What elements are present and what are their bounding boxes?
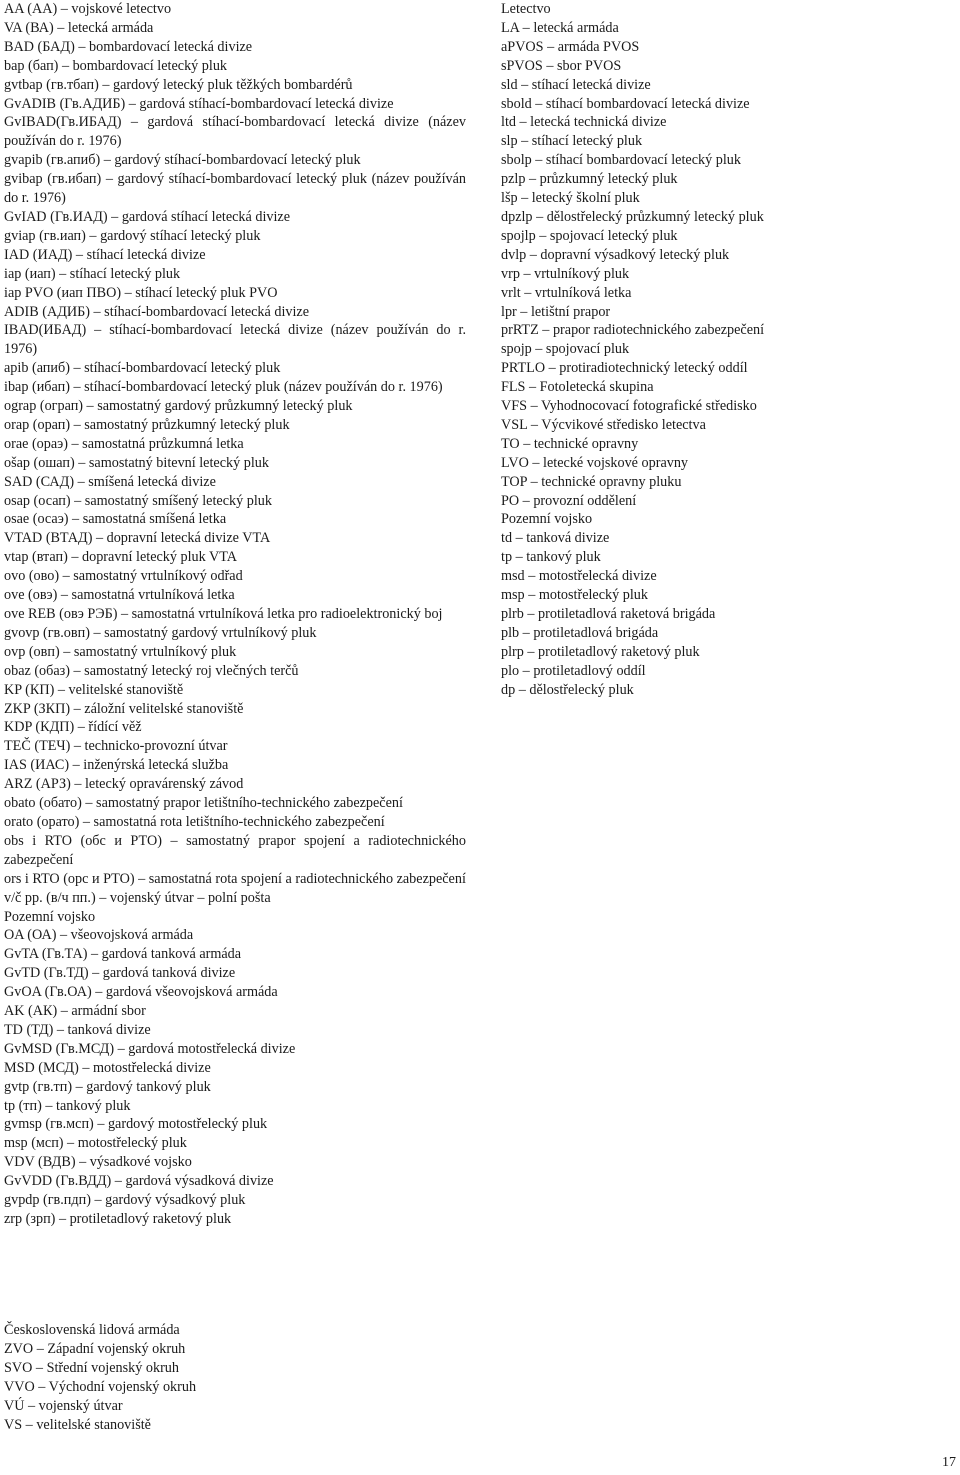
abbreviation-entry: vtap (втап) – dopravní letecký pluk VTA [4, 549, 238, 566]
abbreviation-entry: orap (орап) – samostatný průzkumný letecký pluk [4, 416, 290, 433]
left-abbreviation-column [4, 0, 466, 1229]
abbreviation-entry: orato (орато) – samostatná rota letištního-technického zabezpečení [4, 813, 385, 830]
abbreviation-entry: SAD (САД) – smíšená letecká divize [4, 473, 216, 490]
abbreviation-entry: vrlt – vrtulníková letka [501, 284, 632, 301]
abbreviation-entry: spojlp – spojovací letecký pluk [501, 227, 678, 244]
abbreviation-entry: VS – velitelské stanoviště [4, 1416, 151, 1433]
abbreviation-entry: VTAD (ВТАД) – dopravní letecká divize VTA [4, 530, 271, 547]
abbreviation-entry: VVO – Východní vojenský okruh [4, 1378, 197, 1395]
abbreviation-entry: ibap (ибап) – stíhací-bombardovací letecký pluk (název používán do r. 1976) [4, 379, 443, 396]
abbreviation-entry: PO – provozní oddělení [501, 492, 637, 509]
abbreviation-entry: Pozemní vojsko [4, 908, 96, 925]
abbreviation-entry: sbolp – stíhací bombardovací letecký pluk [501, 152, 741, 169]
abbreviation-entry: ors i RTO (орс и РТО) – samostatná rota spojení a radiotechnického zabezpečení [4, 870, 466, 887]
abbreviation-entry: bap (бап) – bombardovací letecký pluk [4, 57, 228, 74]
abbreviation-entry: KP (КП) – velitelské stanoviště [4, 681, 184, 698]
abbreviation-entry: gvovp (гв.овп) – samostatný gardový vrtulníkový pluk [4, 624, 317, 641]
abbreviation-entry: GvVDD (Гв.ВДД) – gardová výsadková divize [4, 1173, 274, 1190]
page-number: 17 [942, 1455, 956, 1470]
abbreviation-entry: OA (ОА) – všeovojsková armáda [4, 927, 194, 944]
abbreviation-entry: plo – protiletadlový oddíl [501, 662, 646, 679]
abbreviation-entry: gvtp (гв.тп) – gardový tankový pluk [4, 1078, 211, 1095]
abbreviation-entry: plrb – protiletadlová raketová brigáda [501, 606, 716, 622]
abbreviation-entry: GvIAD (Гв.ИАД) – gardová stíhací letecká divize [4, 208, 291, 225]
abbreviation-entry: ZVO – Západní vojenský okruh [4, 1340, 186, 1357]
abbreviation-entry: IAD (ИАД) – stíhací letecká divize [4, 246, 206, 263]
right-abbreviation-column [501, 0, 801, 700]
abbreviation-entry: PRTLO – protiradiotechnický letecký oddíl [501, 360, 748, 377]
abbreviation-entry: IBAD(ИБАД) – stíhací-bombardovací letecká divize (název používán do r. 1976) [4, 322, 466, 358]
abbreviation-entry: Pozemní vojsko [501, 511, 593, 528]
abbreviation-entry: tp (тп) – tankový pluk [4, 1097, 131, 1114]
abbreviation-entry: obaz (обаз) – samostatný letecký roj vlečných terčů [4, 662, 299, 679]
abbreviation-entry: ograp (ограп) – samostatný gardový průzkumný letecký pluk [4, 398, 353, 415]
abbreviation-entry: GvOA (Гв.ОА) – gardová všeovojsková armáda [4, 984, 278, 1001]
abbreviation-entry: msd – motostřelecká divize [501, 568, 657, 585]
abbreviation-entry: GvIBAD(Гв.ИБАД) – gardová stíhací-bombardovací letecká divize (název používán do r. 1976) [4, 114, 466, 150]
abbreviation-entry: dp – dělostřelecký pluk [501, 681, 634, 698]
abbreviation-entry: VÚ – vojenský útvar [4, 1397, 123, 1414]
abbreviation-entry: FLS – Fotoletecká skupina [501, 379, 654, 396]
abbreviation-entry: KDP (КДП) – řídící věž [4, 719, 142, 736]
abbreviation-entry: VA (ВА) – letecká armáda [4, 19, 154, 36]
abbreviation-entry: gvapib (гв.апиб) – gardový stíhací-bombardovací letecký pluk [4, 152, 361, 169]
abbreviation-entry: td – tanková divize [501, 530, 610, 547]
abbreviation-entry: GvADIB (Гв.АДИБ) – gardová stíhací-bombardovací letecká divize [4, 95, 394, 112]
abbreviation-entry: msp – motostřelecký pluk [501, 587, 648, 604]
abbreviation-entry: SVO – Střední vojenský okruh [4, 1359, 179, 1376]
abbreviation-entry: aPVOS – armáda PVOS [501, 38, 640, 55]
abbreviation-entry: gvtbap (гв.тбап) – gardový letecký pluk těžkých bombardérů [4, 76, 353, 93]
abbreviation-entry: TEČ (ТЕЧ) – technicko-provozní útvar [4, 738, 228, 755]
abbreviation-entry: GvMSD (Гв.МСД) – gardová motostřelecká divize [4, 1040, 296, 1057]
abbreviation-entry: Letectvo [501, 1, 551, 17]
abbreviation-entry: v/č pp. (в/ч пп.) – vojenský útvar – polní pošta [4, 889, 271, 906]
abbreviation-entry: BAD (БАД) – bombardovací letecká divize [4, 38, 253, 55]
abbreviation-entry: gvibap (гв.ибап) – gardový stíhací-bombardovací letecký pluk (název používán do r. 1976) [4, 171, 466, 207]
abbreviation-entry: osae (осаэ) – samostatná smíšená letka [4, 511, 227, 528]
abbreviation-entry: ZKP (ЗКП) – záložní velitelské stanoviště [4, 700, 244, 717]
abbreviation-entry: VFS – Vyhodnocovací fotografické středisko [501, 398, 757, 415]
abbreviation-entry: GvTA (Гв.ТА) – gardová tanková armáda [4, 946, 242, 963]
abbreviation-entry: LA – letecká armáda [501, 19, 619, 36]
abbreviation-entry: ADIB (АДИБ) – stíhací-bombardovací letecká divize [4, 303, 310, 320]
abbreviation-entry: TO – technické opravny [501, 435, 639, 452]
abbreviation-entry: orae (ораэ) – samostatná průzkumná letka [4, 435, 244, 452]
abbreviation-entry: ove (овэ) – samostatná vrtulníková letka [4, 587, 235, 604]
abbreviation-entry: iap PVO (иап ПВО) – stíhací letecký pluk PVO [4, 284, 278, 301]
abbreviation-entry: ltd – letecká technická divize [501, 114, 667, 131]
abbreviation-entry: gvpdp (гв.пдп) – gardový výsadkový pluk [4, 1192, 246, 1209]
abbreviation-entry: GvTD (Гв.ТД) – gardová tanková divize [4, 965, 236, 982]
abbreviation-entry: TOP – technické opravny pluku [501, 473, 682, 490]
abbreviation-entry: ove REB (овэ РЭБ) – samostatná vrtulníková letka pro radioelektronický boj [4, 606, 443, 622]
abbreviation-entry: gviap (гв.иап) – gardový stíhací letecký pluk [4, 227, 261, 244]
abbreviation-entry: gvmsp (гв.мсп) – gardový motostřelecký pluk [4, 1116, 268, 1133]
abbreviation-entry: plrp – protiletadlový raketový pluk [501, 643, 700, 660]
abbreviation-entry: VSL – Výcvikové středisko letectva [501, 416, 706, 433]
abbreviation-entry: ošap (ошап) – samostatný bitevní letecký pluk [4, 454, 269, 471]
abbreviation-entry: tp – tankový pluk [501, 549, 601, 566]
abbreviation-entry: zrp (зрп) – protiletadlový raketový pluk [4, 1211, 232, 1227]
abbreviation-entry: ovp (овп) – samostatný vrtulníkový pluk [4, 643, 237, 660]
abbreviation-entry: AA (АА) – vojskové letectvo [4, 1, 172, 17]
abbreviation-entry: iap (иап) – stíhací letecký pluk [4, 265, 181, 282]
abbreviation-entry: Československá lidová armáda [4, 1322, 180, 1338]
abbreviation-entry: VDV (ВДВ) – výsadkové vojsko [4, 1154, 192, 1171]
abbreviation-entry: pzlp – průzkumný letecký pluk [501, 171, 678, 188]
abbreviation-entry: obs i RTO (обс и РТО) – samostatný prapor spojení a radiotechnického zabezpečení [4, 832, 466, 868]
abbreviation-entry: LVO – letecké vojskové opravny [501, 454, 689, 471]
abbreviation-entry: vrp – vrtulníkový pluk [501, 265, 630, 282]
abbreviation-entry: osap (осап) – samostatný smíšený letecký pluk [4, 492, 272, 509]
abbreviation-entry: prRTZ – prapor radiotechnického zabezpečení [501, 322, 765, 339]
abbreviation-entry: lšp – letecký školní pluk [501, 190, 640, 207]
abbreviation-entry: MSD (МСД) – motostřelecká divize [4, 1059, 211, 1076]
abbreviation-entry: TD (ТД) – tanková divize [4, 1021, 151, 1038]
abbreviation-entry: ARZ (АРЗ) – letecký opravárenský závod [4, 776, 244, 793]
abbreviation-entry: obato (обато) – samostatný prapor letištního-technického zabezpečení [4, 795, 403, 812]
abbreviation-entry: msp (мсп) – motostřelecký pluk [4, 1135, 187, 1152]
abbreviation-entry: IAS (ИАС) – inženýrská letecká služba [4, 757, 229, 774]
abbreviation-entry: slp – stíhací letecký pluk [501, 133, 643, 150]
abbreviation-entry: spojp – spojovací pluk [501, 341, 630, 358]
abbreviation-entry: sld – stíhací letecká divize [501, 76, 651, 93]
abbreviation-entry: dpzlp – dělostřelecký průzkumný letecký pluk [501, 208, 764, 225]
abbreviation-entry: sbold – stíhací bombardovací letecká divize [501, 95, 750, 112]
abbreviation-entry: apib (апиб) – stíhací-bombardovací letecký pluk [4, 360, 281, 377]
abbreviation-entry: ovo (ово) – samostatný vrtulníkový odřad [4, 568, 243, 585]
abbreviation-entry: AK (АК) – armádní sbor [4, 1003, 146, 1020]
bottom-abbreviation-list [4, 1321, 474, 1434]
abbreviation-entry: dvlp – dopravní výsadkový letecký pluk [501, 246, 730, 263]
abbreviation-entry: plb – protiletadlová brigáda [501, 624, 659, 641]
abbreviation-entry: lpr – letištní prapor [501, 303, 611, 320]
abbreviation-entry: sPVOS – sbor PVOS [501, 57, 622, 74]
